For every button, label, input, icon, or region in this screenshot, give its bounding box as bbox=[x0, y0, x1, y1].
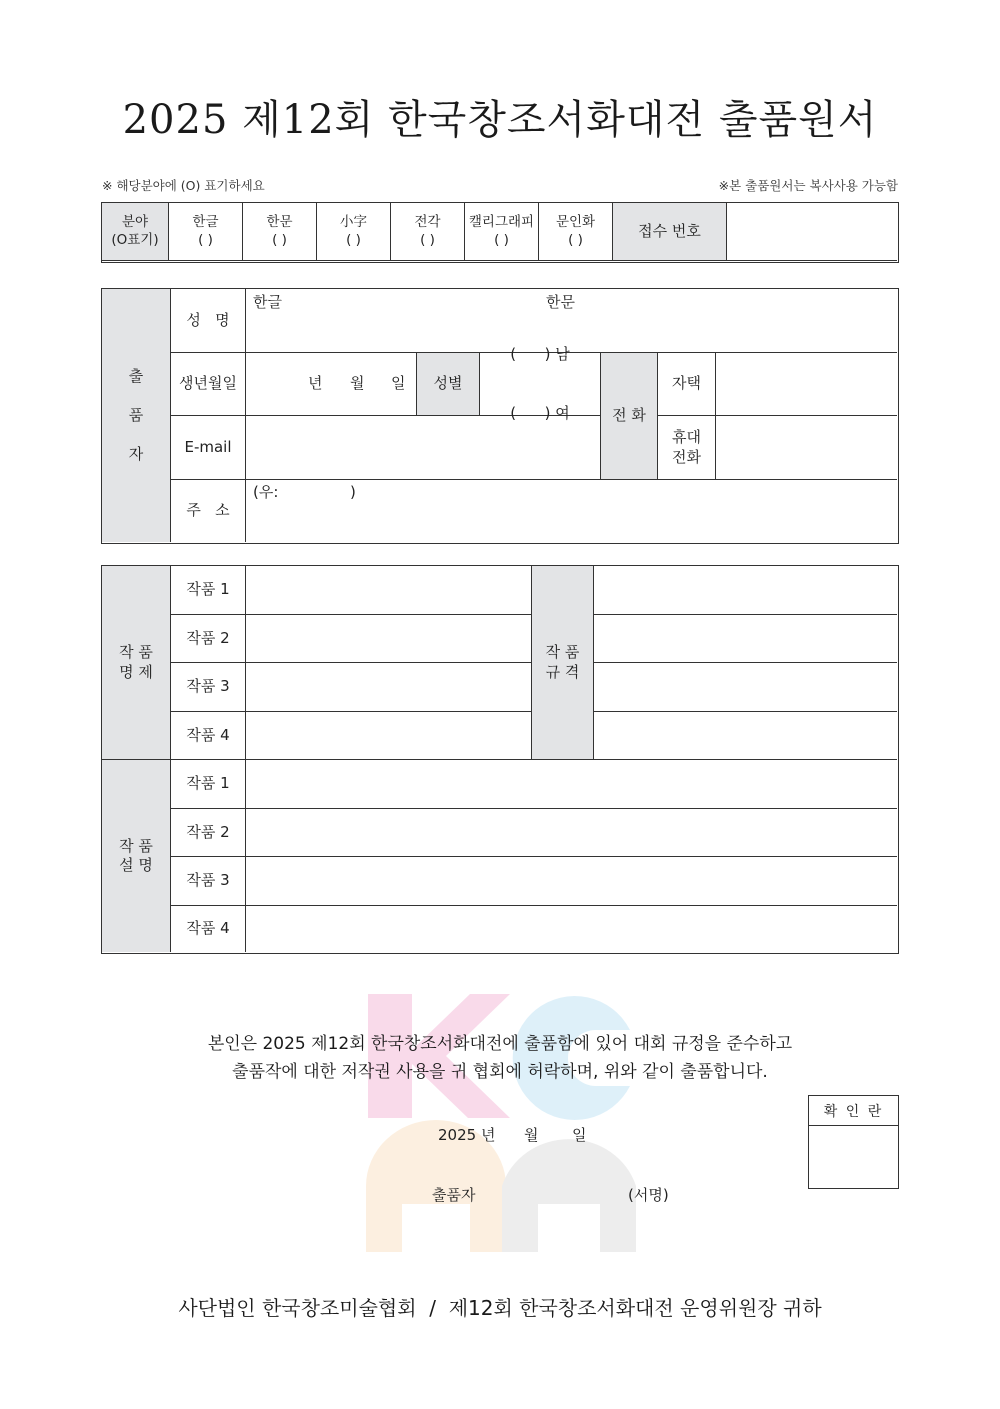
category-hangul[interactable]: 한글 ( ) bbox=[169, 203, 243, 261]
work-size-field[interactable] bbox=[594, 663, 897, 712]
category-literati-painting[interactable]: 문인화 ( ) bbox=[539, 203, 613, 261]
work-title-row-label: 작품 3 bbox=[171, 663, 246, 712]
receipt-number-label: 접수 번호 bbox=[613, 203, 727, 261]
category-calligraphy[interactable]: 캘리그래피 ( ) bbox=[465, 203, 539, 261]
applicant-table bbox=[101, 288, 899, 544]
postal-code-prefix: (우: bbox=[253, 483, 279, 501]
work-description-section-label: 작 품 설 명 bbox=[102, 760, 171, 952]
copy-allowed-note: ※본 출품원서는 복사사용 가능함 bbox=[718, 178, 898, 193]
work-size-field[interactable] bbox=[594, 566, 897, 615]
signature-field[interactable]: (서명) bbox=[628, 1186, 669, 1204]
work-size-field[interactable] bbox=[594, 712, 897, 760]
work-description-field[interactable] bbox=[246, 906, 897, 952]
category-hanmun[interactable]: 한문 ( ) bbox=[243, 203, 317, 261]
work-description-row-label: 작품 4 bbox=[171, 906, 246, 952]
gender-field[interactable] bbox=[480, 345, 601, 422]
category-table bbox=[101, 202, 899, 263]
confirmation-label: 확 인 란 bbox=[809, 1096, 898, 1126]
gender-label: 성별 bbox=[417, 353, 480, 416]
footer-recipient: 사단법인 한국창조미술협회 / 제12회 한국창조서화대전 운영위원장 귀하 bbox=[178, 1296, 822, 1320]
gender-male-option[interactable]: ( ) 남 bbox=[510, 345, 570, 363]
category-small-script[interactable]: 小字 ( ) bbox=[317, 203, 391, 261]
category-header: 분야 (O표기) bbox=[102, 203, 169, 261]
birth-field[interactable]: 년 월 일 bbox=[246, 353, 417, 416]
form-title: 2025 제12회 한국창조서화대전 출품원서 bbox=[122, 97, 878, 143]
work-description-field[interactable] bbox=[246, 760, 897, 809]
phone-label: 전 화 bbox=[601, 353, 658, 480]
category-seal-engraving[interactable]: 전각 ( ) bbox=[391, 203, 465, 261]
home-phone-field[interactable] bbox=[716, 353, 897, 416]
birth-label: 생년월일 bbox=[171, 353, 246, 416]
work-title-row-label: 작품 1 bbox=[171, 566, 246, 615]
applicant-signature-label: 출품자 bbox=[432, 1186, 476, 1204]
work-description-row-label: 작품 1 bbox=[171, 760, 246, 809]
work-title-field[interactable] bbox=[246, 663, 532, 712]
declaration-line-2: 출품작에 대한 저작권 사용을 귀 협회에 허락하며, 위와 같이 출품합니다. bbox=[232, 1062, 768, 1082]
applicant-section-label: 출 품 자 bbox=[102, 289, 171, 542]
work-description-row-label: 작품 3 bbox=[171, 857, 246, 906]
work-title-row-label: 작품 4 bbox=[171, 712, 246, 760]
mobile-phone-field[interactable] bbox=[716, 416, 897, 480]
home-phone-label: 자택 bbox=[658, 353, 716, 416]
address-field[interactable] bbox=[246, 480, 897, 542]
work-description-row-label: 작품 2 bbox=[171, 809, 246, 857]
submission-date[interactable]: 2025 년 월 일 bbox=[438, 1126, 587, 1144]
receipt-number-field[interactable] bbox=[727, 203, 897, 261]
work-title-section-label: 작 품 명 제 bbox=[102, 566, 171, 760]
work-description-field[interactable] bbox=[246, 809, 897, 857]
declaration-line-1: 본인은 2025 제12회 한국창조서화대전에 출품함에 있어 대회 규정을 준수하고 bbox=[207, 1034, 793, 1054]
work-title-field[interactable] bbox=[246, 615, 532, 663]
work-title-row-label: 작품 2 bbox=[171, 615, 246, 663]
work-size-section-label: 작 품 규 격 bbox=[532, 566, 594, 760]
gender-female-option[interactable]: ( ) 여 bbox=[510, 403, 570, 422]
postal-code-suffix: ) bbox=[350, 483, 356, 501]
mobile-phone-label: 휴대 전화 bbox=[658, 416, 716, 480]
address-label: 주 소 bbox=[171, 480, 246, 542]
name-field[interactable] bbox=[246, 289, 897, 353]
work-title-field[interactable] bbox=[246, 712, 532, 760]
confirmation-box[interactable] bbox=[808, 1095, 899, 1189]
work-title-field[interactable] bbox=[246, 566, 532, 615]
mark-instruction-note: ※ 해당분야에 (O) 표기하세요 bbox=[102, 178, 265, 193]
name-label: 성 명 bbox=[171, 289, 246, 353]
work-description-field[interactable] bbox=[246, 857, 897, 906]
name-hanja-label: 한문 bbox=[546, 293, 575, 311]
works-table bbox=[101, 565, 899, 954]
email-field[interactable] bbox=[246, 416, 601, 480]
name-hangul-label: 한글 bbox=[253, 293, 282, 311]
work-size-field[interactable] bbox=[594, 615, 897, 663]
email-label: E-mail bbox=[171, 416, 246, 480]
